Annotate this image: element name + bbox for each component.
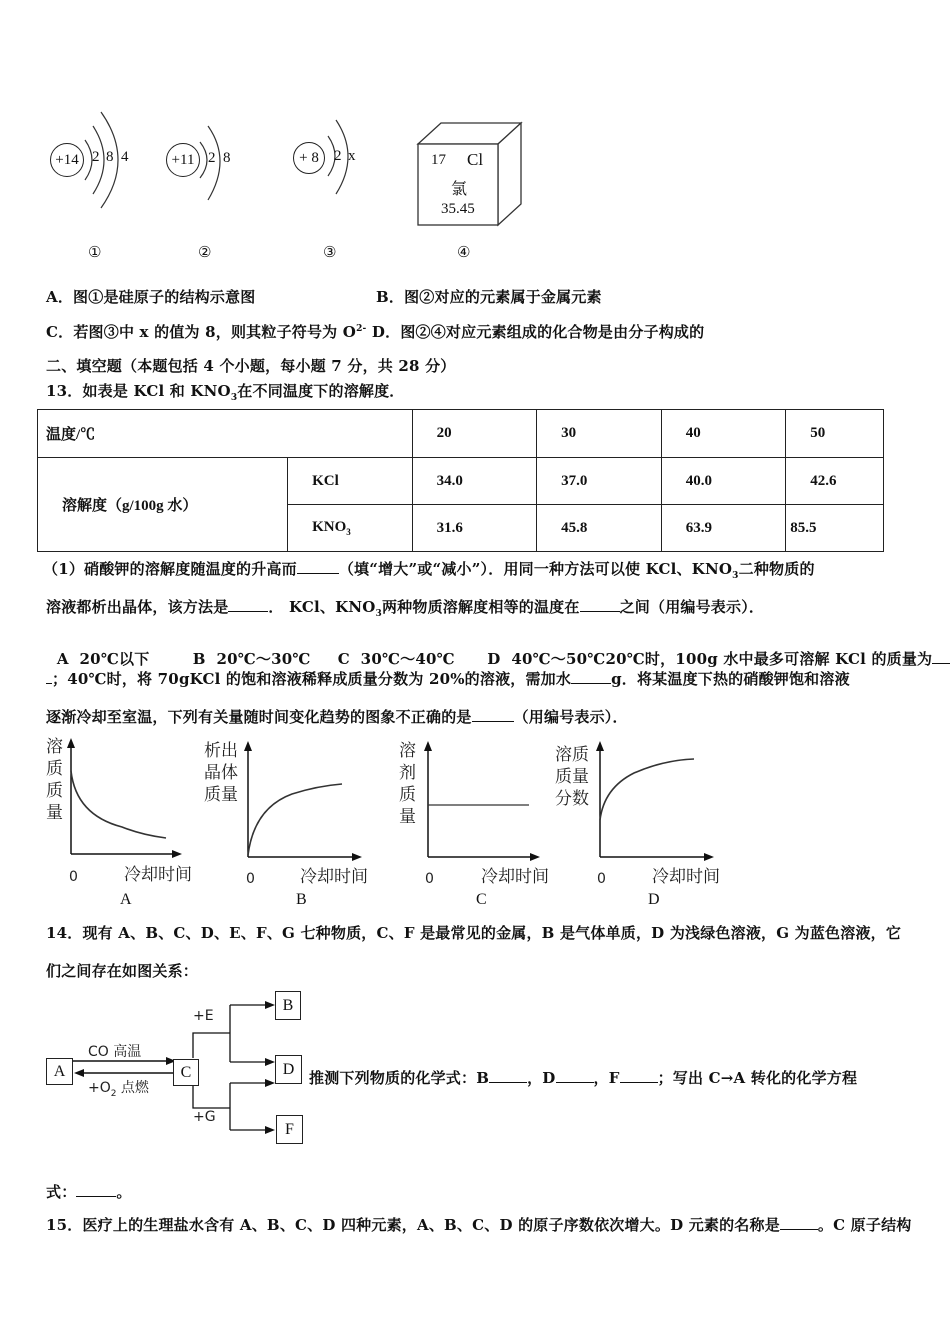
edge-label-plus-e: +E	[193, 1008, 214, 1024]
text: A 20℃以下 B 20℃～30℃ C 30℃～40℃ D 40℃～50℃20℃时，100g 水中最多可溶解 KCl 的质量为	[56, 650, 933, 668]
ylabel-char: 质	[46, 781, 63, 801]
answer-blank[interactable]	[580, 597, 620, 612]
subscript: 3	[732, 571, 739, 581]
text: 之间（用编号表示）．	[619, 598, 765, 616]
text: 。C 原子结构	[817, 1216, 912, 1234]
text: 推测下列物质的化学式：B	[309, 1069, 490, 1087]
answer-blank[interactable]	[472, 707, 514, 722]
ylabel-line: 晶体	[204, 763, 238, 783]
chart-origin: 0	[246, 871, 255, 887]
subscript: 3	[375, 609, 382, 619]
q13-line-2	[46, 596, 764, 619]
edge-label-o2-ignite	[88, 1077, 149, 1099]
temperature-cell: 50	[786, 410, 884, 458]
chart-y-label	[555, 744, 595, 810]
ylabel-char: 溶	[46, 737, 63, 757]
figure-label: ②	[198, 243, 212, 261]
question-15-stem	[46, 1214, 911, 1235]
option-c: C．若图③中 x 的值为 8，则其粒子符号为 O	[46, 323, 357, 341]
chart-x-label: 冷却时间	[652, 867, 720, 887]
atomic-mass: 35.45	[441, 201, 475, 217]
q13-line-4	[46, 668, 850, 689]
text: 点燃	[116, 1080, 149, 1096]
section-heading: 二、填空题（本题包括 4 个小题，每小题 7 分，共 28 分）	[46, 357, 456, 375]
answer-blank[interactable]	[932, 649, 950, 664]
node-b: B	[275, 991, 301, 1020]
chart-caption: B	[296, 891, 307, 908]
ylabel-line: 质量	[555, 767, 589, 787]
node-c: C	[173, 1059, 199, 1086]
value-cell: 37.0	[537, 458, 662, 505]
electron-shell-arcs	[320, 110, 370, 210]
subscript: 3	[346, 527, 351, 537]
answer-blank[interactable]	[297, 559, 339, 574]
shell-count: 8	[223, 150, 231, 166]
answer-blank[interactable]	[780, 1215, 818, 1230]
figure-label: ①	[88, 243, 102, 261]
shell-count: 2	[92, 149, 100, 165]
chart-axes-plot	[62, 735, 187, 860]
nucleus-charge: +14	[50, 143, 84, 177]
table-row	[38, 458, 884, 505]
shell-count: 2	[208, 150, 216, 166]
chart-x-label: 冷却时间	[300, 867, 368, 887]
text: 两种物质溶解度相等的温度在	[381, 598, 580, 616]
text: 二种物质的	[738, 560, 815, 578]
ylabel-char: 质	[399, 785, 416, 805]
stem-text: 在不同温度下的溶解度．	[237, 382, 405, 400]
option-b: B．图②对应的元素属于金属元素	[376, 288, 602, 306]
edge-label-plus-g: +G	[193, 1109, 216, 1125]
value-cell: 34.0	[412, 458, 537, 505]
chart-axes-plot	[420, 738, 545, 863]
q14-prompt-end	[46, 1181, 132, 1202]
value-cell: 40.0	[661, 458, 786, 505]
temperature-cell: 30	[537, 410, 662, 458]
ylabel-line: 分数	[555, 789, 589, 809]
element-symbol: Cl	[467, 150, 484, 169]
value-cell: 42.6	[786, 458, 884, 505]
substance-name: KNO	[312, 519, 347, 535]
question-14-stem-2: 们之间存在如图关系：	[46, 962, 199, 980]
ylabel-char: 剂	[399, 763, 416, 783]
answer-blank-equation[interactable]	[76, 1182, 116, 1197]
nucleus-charge: +11	[166, 143, 200, 177]
ylabel-char: 量	[399, 807, 416, 827]
answer-blank-f[interactable]	[620, 1068, 658, 1083]
edge-label-co-high-temp: CO 高温	[88, 1044, 142, 1060]
chart-axes-plot	[594, 738, 719, 863]
shell-count: 8	[106, 149, 114, 165]
option-a: A．图①是硅原子的结构示意图	[46, 288, 256, 306]
nucleus-charge: + 8	[293, 142, 325, 174]
chart-caption: D	[648, 891, 660, 908]
temperature-cell: 20	[412, 410, 537, 458]
table-header-row	[38, 410, 884, 458]
chart-origin: 0	[597, 871, 606, 887]
text: （填“增大”或“减小”）．用同一种方法可以使 KCl、KNO	[338, 560, 733, 578]
text: ；写出 C→A 转化的化学方程	[657, 1069, 858, 1087]
chart-origin: 0	[425, 871, 434, 887]
shell-count: x	[348, 148, 356, 164]
answer-blank[interactable]	[571, 669, 611, 684]
stem-text: 13．如表是 KCl 和 KNO	[46, 382, 231, 400]
q13-line-5	[46, 706, 628, 727]
node-d: D	[275, 1055, 302, 1084]
ylabel-line: 溶质	[555, 745, 589, 765]
subscript: 2	[110, 1088, 117, 1099]
superscript: 2-	[356, 324, 367, 334]
value-cell: 45.8	[537, 505, 662, 552]
chart-origin: 0	[69, 869, 78, 885]
text: g．将某温度下热的硝酸钾饱和溶液	[611, 670, 850, 688]
chart-caption: A	[120, 891, 132, 908]
temperature-header: 温度/℃	[38, 410, 413, 458]
substance-cell	[288, 505, 413, 552]
option-d: D．图②④对应元素组成的化合物是由分子构成的	[366, 323, 705, 341]
element-name: 氯	[451, 179, 468, 198]
value-cell: 31.6	[412, 505, 537, 552]
text: +O	[88, 1080, 111, 1096]
substance-cell: KCl	[288, 458, 413, 505]
option-c-d	[46, 321, 704, 342]
temperature-cell: 40	[661, 410, 786, 458]
node-a: A	[46, 1058, 73, 1085]
question-14-stem-1: 14．现有 A、B、C、D、E、F、G 七种物质，C、F 是最常见的金属，B 是气体单质，D 为浅绿色溶液，G 为蓝色溶液，它	[46, 924, 902, 942]
text: 15．医疗上的生理盐水含有 A、B、C、D 四种元素，A、B、C、D 的原子序数依次增大。D 元素的名称是	[46, 1216, 780, 1234]
electron-shell-arcs	[192, 110, 242, 210]
node-f: F	[276, 1115, 303, 1144]
subscript: 3	[230, 393, 238, 403]
chart-y-label	[399, 740, 419, 828]
q13-line-1	[43, 558, 815, 581]
ylabel-char: 质	[46, 759, 63, 779]
chart-axes-plot	[242, 738, 367, 863]
q14-prompt	[309, 1067, 857, 1088]
chart-y-label	[204, 740, 244, 806]
q13-line-3	[46, 630, 950, 669]
text: ，F	[593, 1069, 620, 1087]
solubility-label: 溶解度（g/100g 水）	[38, 458, 288, 552]
ylabel-line: 析出	[204, 741, 238, 761]
chart-x-label: 冷却时间	[481, 867, 549, 887]
question-13-stem	[46, 380, 405, 403]
chart-caption: C	[476, 891, 487, 908]
atomic-number: 17	[431, 152, 446, 168]
value-cell: 63.9	[661, 505, 786, 552]
value-cell: 85.5	[786, 505, 884, 552]
text: ，D	[527, 1069, 556, 1087]
text: 式：	[46, 1183, 77, 1201]
text: （用编号表示）．	[513, 708, 628, 726]
answer-blank-b[interactable]	[489, 1068, 527, 1083]
text: 溶液都析出晶体，该方法是	[46, 598, 229, 616]
figure-label: ③	[323, 243, 337, 261]
answer-blank[interactable]	[228, 597, 268, 612]
ylabel-line: 质量	[204, 785, 238, 805]
figure-label: ④	[457, 243, 471, 261]
text: 逐渐冷却至室温，下列有关量随时间变化趋势的图象不正确的是	[46, 708, 472, 726]
ylabel-char: 量	[46, 803, 63, 823]
text: ；40℃时，将 70gKCl 的饱和溶液稀释成质量分数为 20%的溶液，需加水	[52, 670, 572, 688]
solubility-table	[37, 409, 884, 552]
chart-x-label: 冷却时间	[124, 865, 192, 885]
text: ． KCl、KNO	[268, 598, 376, 616]
answer-blank-d[interactable]	[556, 1068, 594, 1083]
text: （1）硝酸钾的溶解度随温度的升高而	[43, 560, 297, 578]
shell-count: 2	[334, 148, 342, 164]
ylabel-char: 溶	[399, 741, 416, 761]
text: 。	[116, 1183, 132, 1201]
shell-count: 4	[121, 149, 129, 165]
